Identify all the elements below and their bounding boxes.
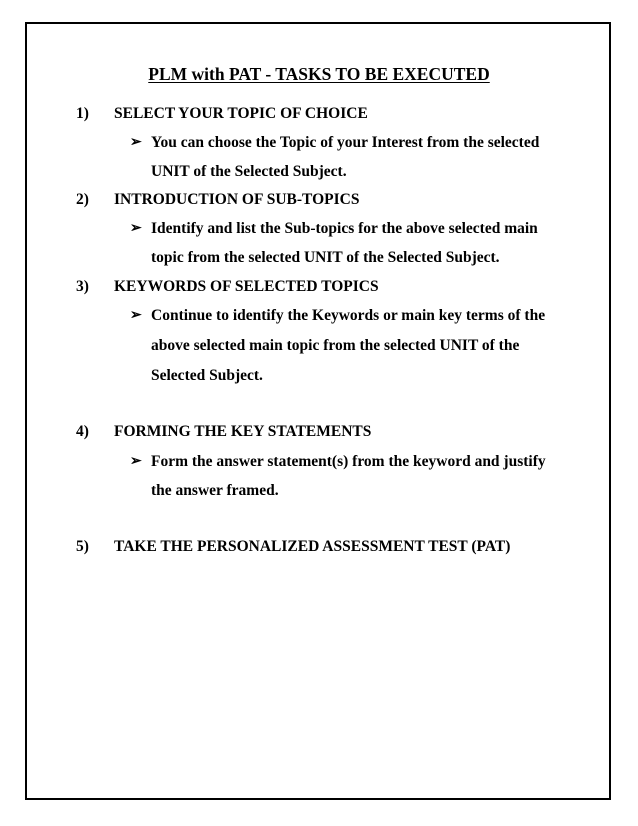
task-heading: TAKE THE PERSONALIZED ASSESSMENT TEST (PAT): [114, 538, 511, 555]
task-heading: KEYWORDS OF SELECTED TOPICS: [114, 278, 379, 295]
task-detail-line: Identify and list the Sub-topics for the above selected main: [151, 220, 538, 237]
task-heading: FORMING THE KEY STATEMENTS: [114, 423, 372, 440]
task-detail-line: topic from the selected UNIT of the Selected Subject.: [151, 249, 500, 266]
task-detail-line: Continue to identify the Keywords or main key terms of the: [151, 307, 546, 324]
task-detail-line: UNIT of the Selected Subject.: [151, 163, 347, 180]
task-detail-line: Selected Subject.: [151, 367, 263, 384]
task-number: 3): [76, 278, 89, 295]
task-number: 5): [76, 538, 89, 555]
task-heading: SELECT YOUR TOPIC OF CHOICE: [114, 105, 368, 122]
arrow-bullet-icon: ➢: [130, 135, 142, 150]
task-detail-line: above selected main topic from the selected UNIT of the: [151, 337, 520, 354]
arrow-bullet-icon: ➢: [130, 308, 142, 323]
task-detail-line: Form the answer statement(s) from the keyword and justify: [151, 453, 546, 470]
task-detail-line: You can choose the Topic of your Interest from the selected: [151, 134, 540, 151]
task-number: 2): [76, 191, 89, 208]
task-number: 4): [76, 423, 89, 440]
task-detail-line: the answer framed.: [151, 482, 279, 499]
task-heading: INTRODUCTION OF SUB-TOPICS: [114, 191, 360, 208]
task-number: 1): [76, 105, 89, 122]
document-title: PLM with PAT - TASKS TO BE EXECUTED: [148, 64, 490, 84]
arrow-bullet-icon: ➢: [130, 221, 142, 236]
arrow-bullet-icon: ➢: [130, 454, 142, 469]
